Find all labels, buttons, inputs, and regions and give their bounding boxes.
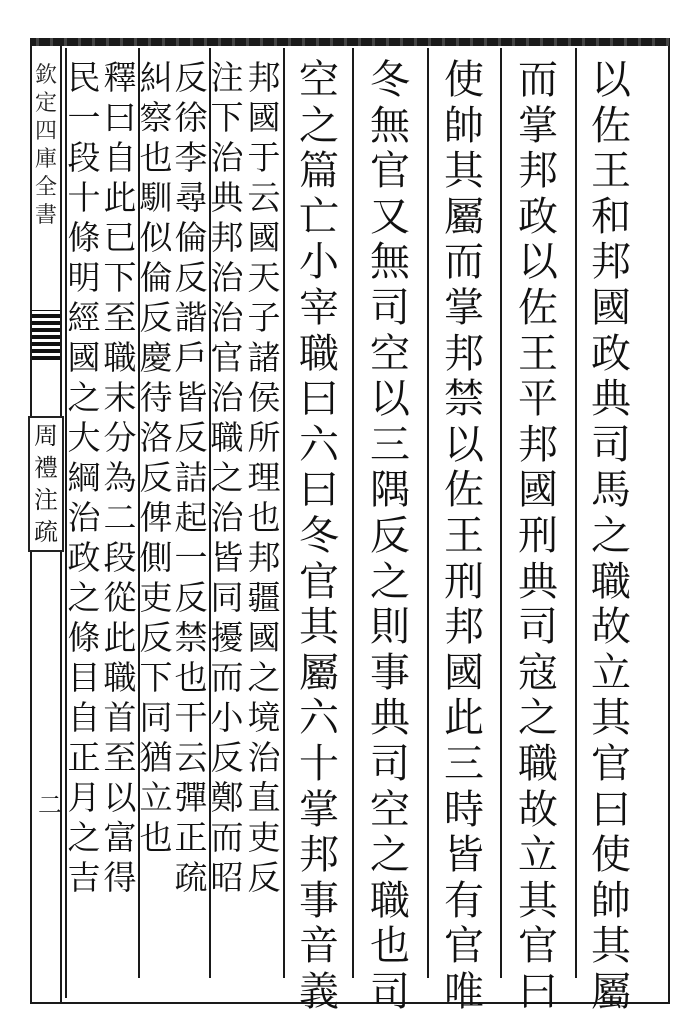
- commentary-column: 釋曰自此已下至職末分為二段從此職首至以富得: [103, 58, 137, 897]
- main-text-column: 冬無官又無司空以三隅反之則事典司空之職也司: [370, 57, 410, 1015]
- book-title-label: 周禮注疏: [28, 416, 64, 552]
- commentary-column: 反徐李尋倫反諧戶皆反詰起一反禁也干云彈正疏: [174, 58, 208, 897]
- main-text-column: 使帥其屬而掌邦禁以佐王刑邦國此三時皆有官唯: [444, 57, 484, 1015]
- column-rule: [500, 48, 502, 978]
- main-text-column: 而掌邦政以佐王平邦國刑典司寇之職故立其官曰: [518, 57, 558, 1015]
- main-text-column: 以佐王和邦國政典司馬之職故立其官曰使帥其屬: [591, 57, 631, 1015]
- top-border-band: [30, 38, 670, 46]
- column-rule: [352, 48, 354, 978]
- column-rule: [427, 48, 429, 978]
- collection-title: 欽定四庫全書: [34, 63, 57, 228]
- fishtail-block-mark: [32, 310, 60, 360]
- page-number: 二: [38, 791, 62, 819]
- commentary-column: 民一段十條明經國之大綱治政之條目自正月之吉: [67, 58, 101, 897]
- main-text-column: 空之篇亡小宰職曰六曰冬官其屬六十掌邦事音義: [299, 57, 339, 1015]
- commentary-column: 邦國于云國天子諸侯所理也邦疆國之境治直吏反: [247, 58, 281, 897]
- commentary-column: 注下治典邦治治官治職之治皆同擾而小反鄭而昭: [210, 58, 244, 897]
- column-rule: [283, 48, 285, 978]
- column-rule: [575, 48, 577, 978]
- commentary-column: 糾察也馴似倫反慶待洛反俾側吏反下同猶立也: [139, 58, 173, 857]
